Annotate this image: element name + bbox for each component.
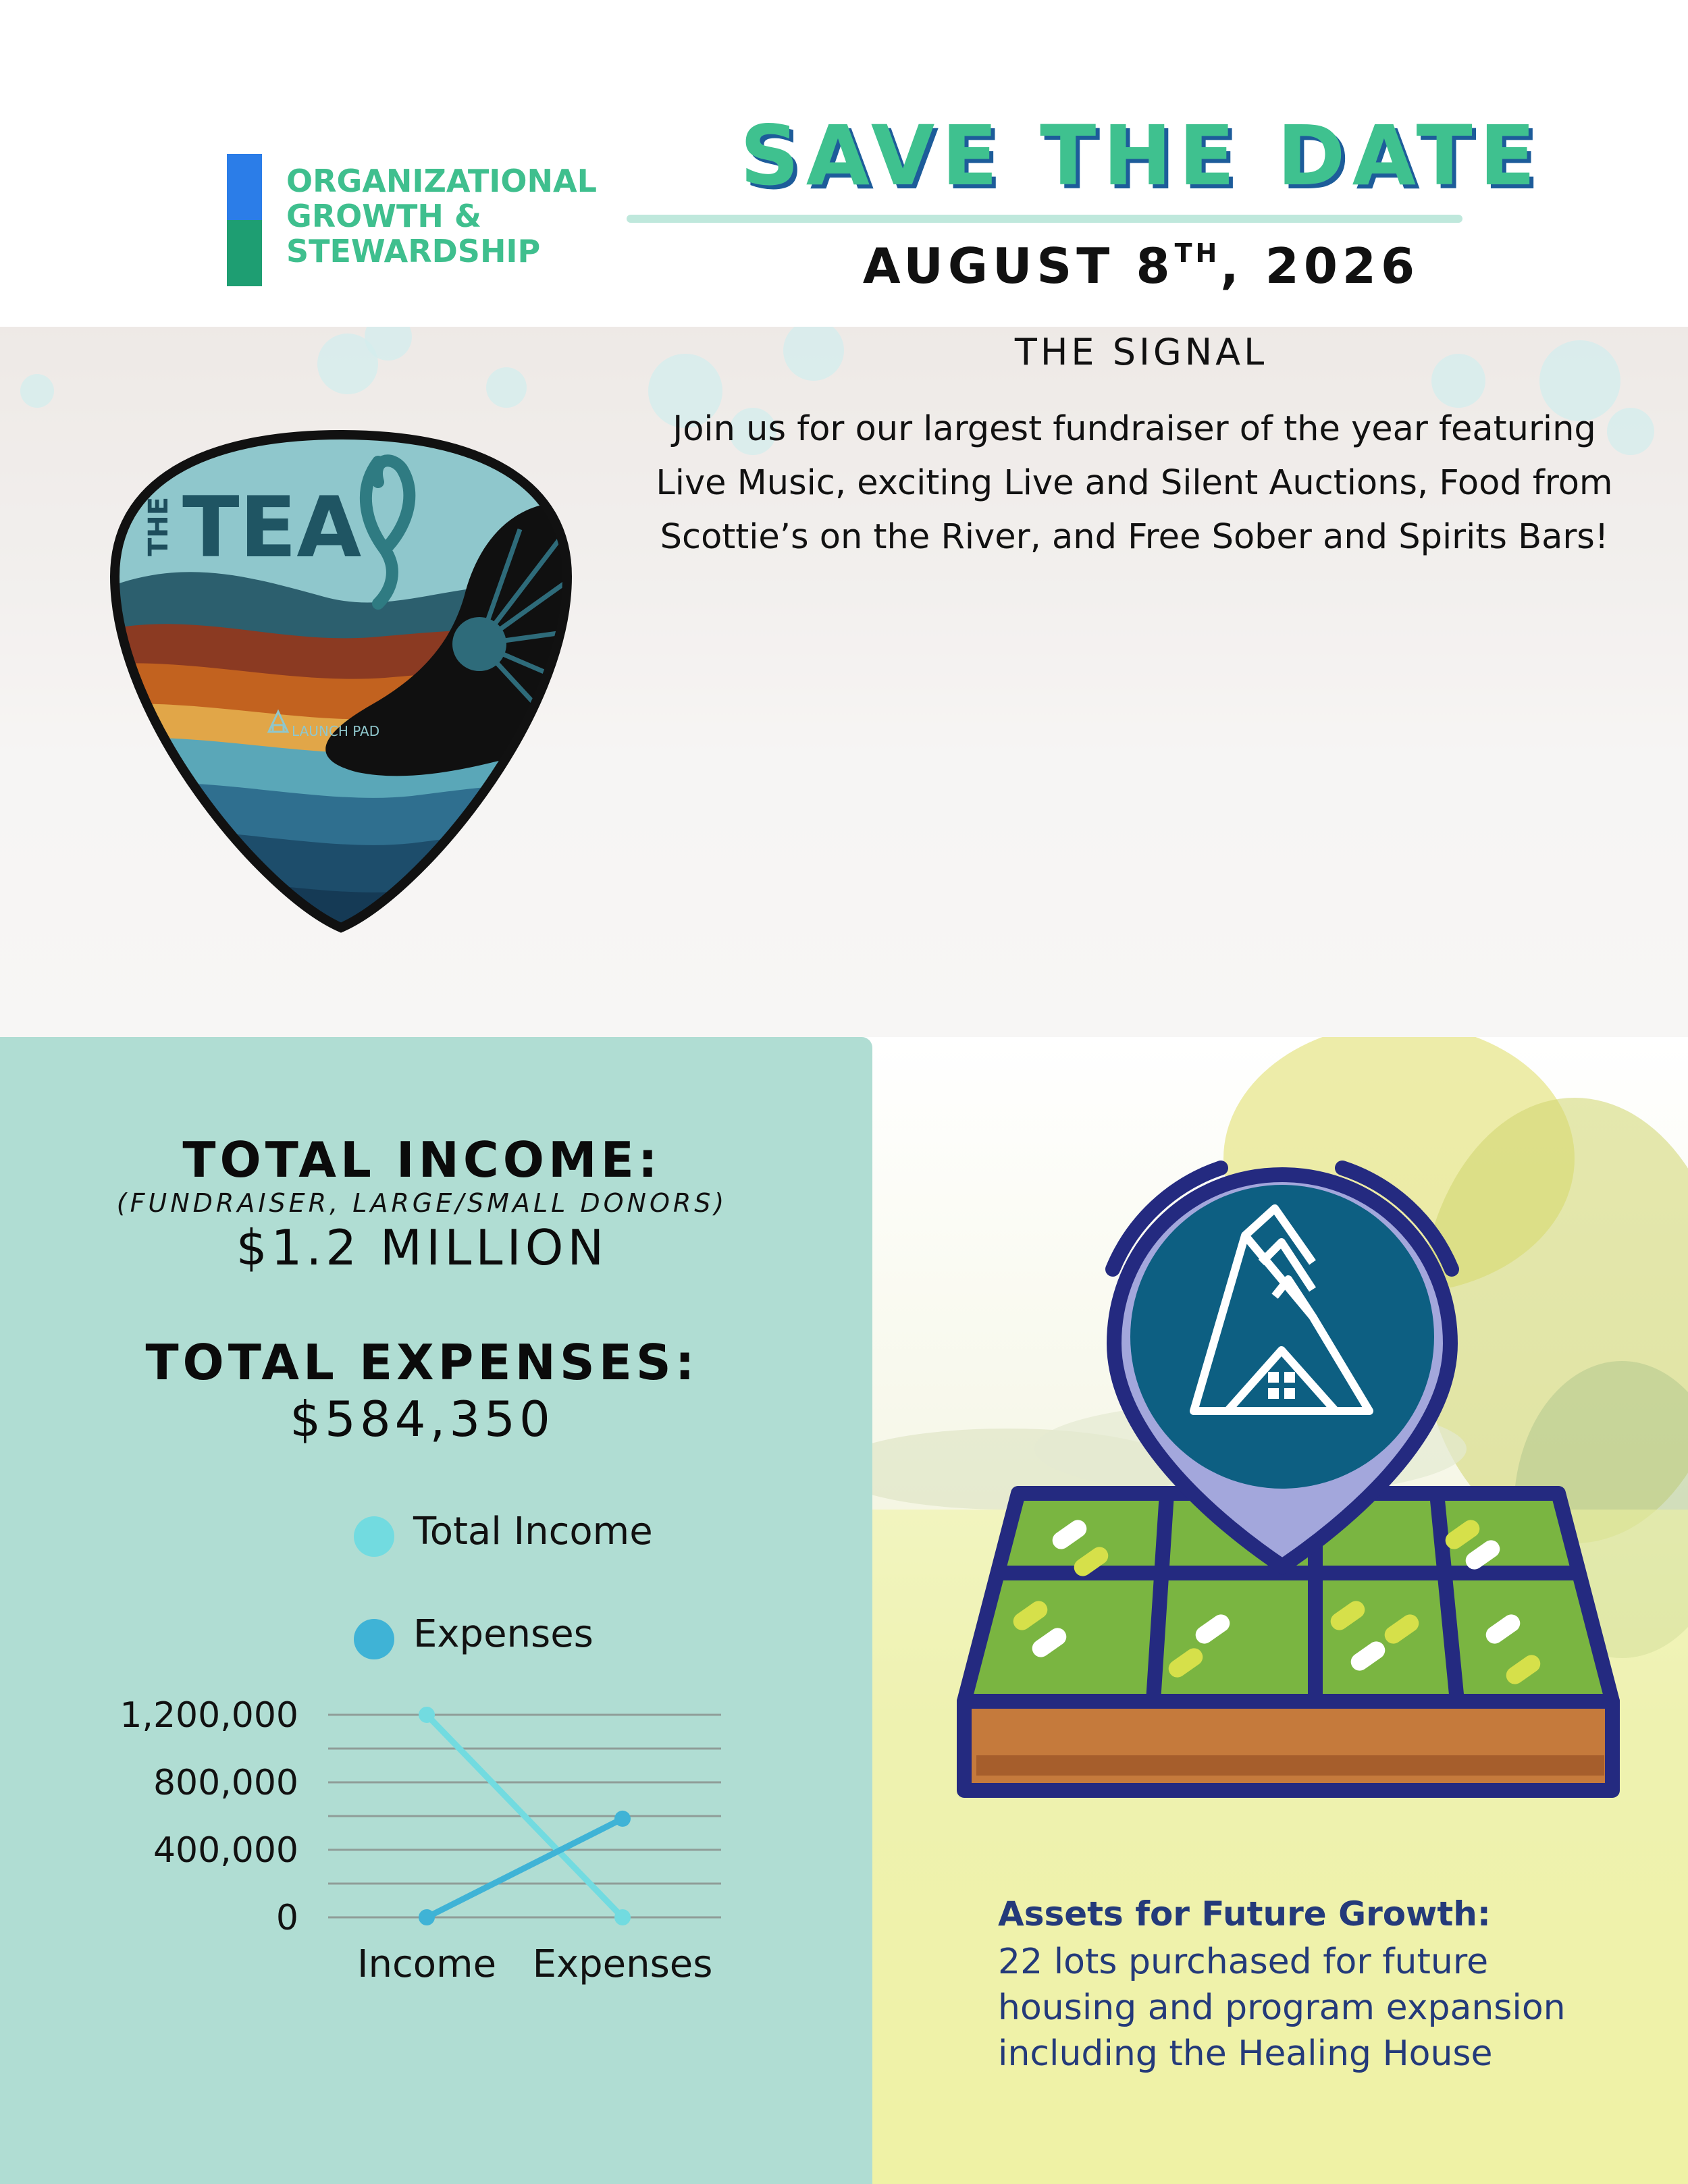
chart-y-tick-label: 400,000 bbox=[153, 1830, 298, 1871]
event-date bbox=[675, 238, 1607, 294]
event-badge-logo bbox=[101, 421, 581, 941]
total-income-value: $1.2 MILLION bbox=[236, 1219, 608, 1276]
chart-point-total-income bbox=[419, 1707, 435, 1723]
event-date-year: , 2026 bbox=[1220, 238, 1420, 294]
land-lots-location-icon bbox=[937, 1148, 1627, 1809]
total-income-note: (FUNDRAISER, LARGE/SMALL DONORS) bbox=[116, 1188, 728, 1218]
chart-y-tick-label: 800,000 bbox=[153, 1763, 298, 1803]
badge-title-main: TEA bbox=[182, 479, 362, 577]
chart-x-tick-label: Expenses bbox=[532, 1942, 713, 1986]
legend-label-income: Total Income bbox=[413, 1510, 653, 1553]
section-title-line: GROWTH & bbox=[286, 198, 482, 234]
header-accent-green bbox=[227, 220, 262, 286]
event-description bbox=[581, 402, 1688, 564]
header-divider bbox=[627, 215, 1462, 223]
chart-y-tick-label: 0 bbox=[275, 1898, 298, 1938]
event-description-line: Live Music, exciting Live and Silent Auctions, Food from bbox=[656, 463, 1613, 503]
assets-description bbox=[998, 1939, 1566, 2077]
section-title bbox=[286, 163, 637, 269]
chart-series-line-expenses bbox=[427, 1819, 623, 1917]
event-date-suffix: TH bbox=[1174, 238, 1221, 268]
event-date-main: AUGUST 8 bbox=[862, 238, 1175, 294]
chart-point-total-income bbox=[614, 1909, 631, 1925]
section-title-line: STEWARDSHIP bbox=[286, 233, 541, 269]
chart-y-tick-label: 1,200,000 bbox=[120, 1695, 298, 1736]
legend-swatch-expenses bbox=[354, 1619, 394, 1659]
legend-swatch-income bbox=[354, 1516, 394, 1557]
assets-title: Assets for Future Growth: bbox=[998, 1894, 1491, 1934]
section-title-line: ORGANIZATIONAL bbox=[286, 163, 597, 199]
income-expenses-chart bbox=[0, 1661, 872, 1998]
event-venue: THE SIGNAL bbox=[1014, 331, 1268, 373]
event-description-line: Join us for our largest fundraiser of the year featuring bbox=[672, 409, 1596, 449]
header-accent-blue bbox=[227, 154, 262, 220]
chart-point-expenses bbox=[419, 1909, 435, 1925]
assets-description-line: including the Healing House bbox=[998, 2033, 1493, 2074]
total-income-title: TOTAL INCOME: bbox=[182, 1131, 662, 1188]
save-the-date-heading: SAVE THE DATE bbox=[739, 108, 1543, 204]
chart-x-tick-label: Income bbox=[357, 1942, 497, 1986]
total-expenses-title: TOTAL EXPENSES: bbox=[145, 1334, 699, 1391]
event-description-line: Scottie’s on the River, and Free Sober and Spirits Bars! bbox=[660, 517, 1609, 557]
total-expenses-value: $584,350 bbox=[290, 1391, 554, 1447]
legend-label-expenses: Expenses bbox=[413, 1612, 594, 1656]
chart-point-expenses bbox=[614, 1811, 631, 1827]
assets-description-line: housing and program expansion bbox=[998, 1988, 1566, 2028]
assets-description-line: 22 lots purchased for future bbox=[998, 1942, 1489, 1982]
badge-title-the: THE bbox=[143, 496, 174, 556]
badge-org-name: LAUNCH PAD bbox=[292, 723, 380, 739]
